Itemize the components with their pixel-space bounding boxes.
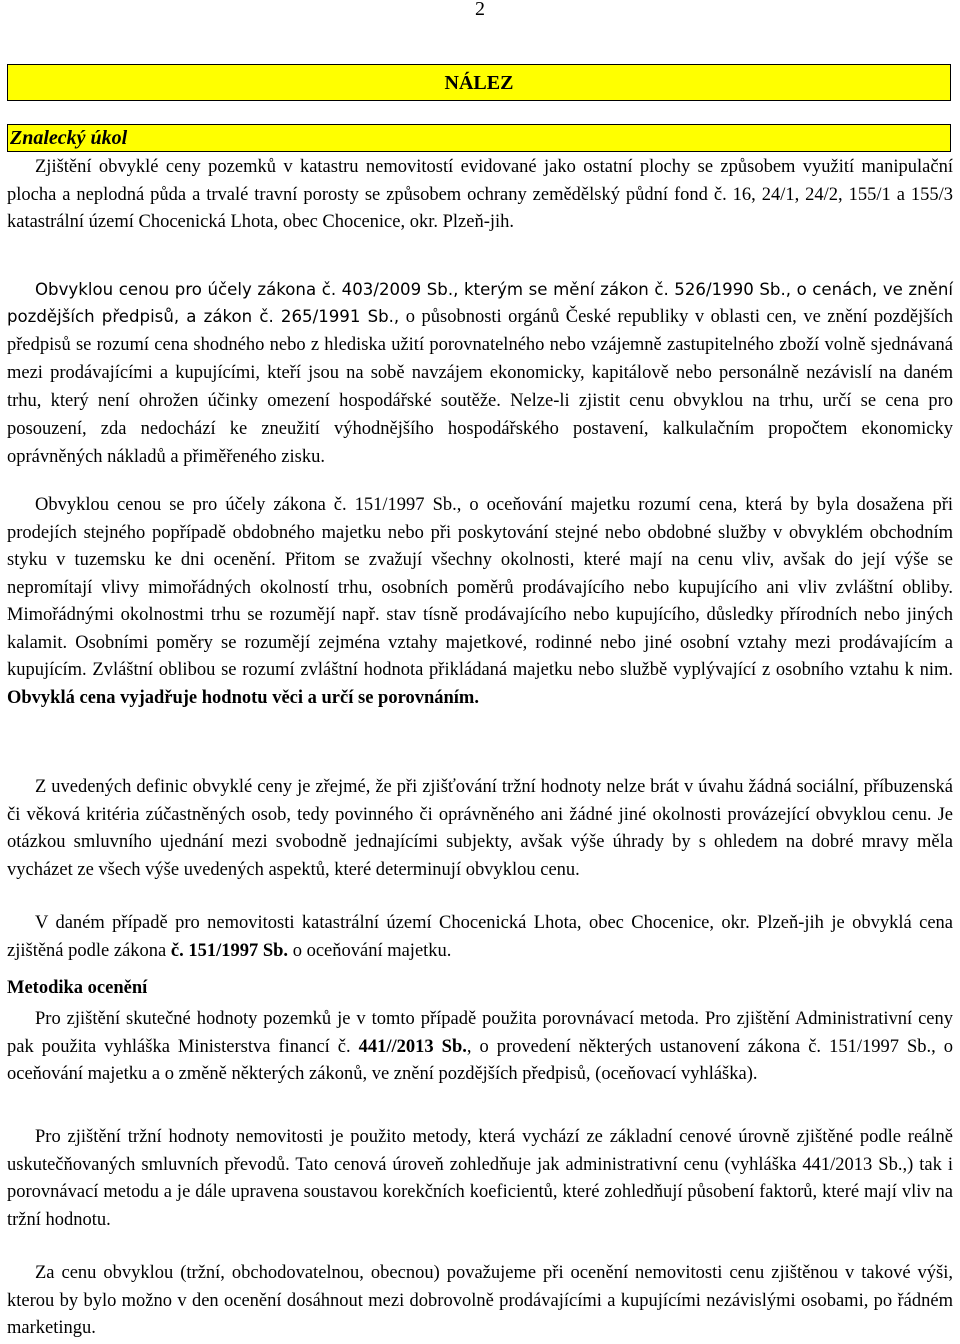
paragraph-7-block: [7, 1260, 953, 1343]
paragraph-4: [7, 910, 953, 965]
paragraph-6: Pro zjištění tržní hodnoty nemovitosti je použito metody, která vychází ze základní cenové úrovně zjištěné podle reálně uskutečňovaných smluvních převodů. Tato cenová úroveň zohledňuje jak administrativní cenu (vyhláška 441/2013 Sb.,) tak i porovnávací metodu a je dále upravena soustavou korekčních koeficientů, které zohledňují působení faktorů, které mají vliv na tržní hodnotu.: [7, 1127, 953, 1230]
paragraph-3-block: [7, 774, 953, 884]
method-block: [7, 1006, 953, 1089]
paragraph-3: Z uvedených definic obvyklé ceny je zřejmé, že při zjišťování tržní hodnoty nelze brát v úvahu žádná sociální, příbuzenská či věková kritéria zúčastněných osob, tedy povinného či oprávněného ani žádné jiné okolnosti provázející obvyklou cenu. Je otázkou smluvního ujednání mezi svobodně jednajícími subjekty, avšak výše úhrady by s ohledem na dobré mravy měla vycházet ze všech výše uvedených aspektů, které determinují obvyklou cenu.: [7, 777, 953, 880]
definition-2-text: Obvyklou cenou se pro účely zákona č. 151/1997 Sb., o oceňování majetku rozumí cena, která by byla dosažena při prodejích stejného popřípadě obdobného majetku nebo při poskytování stejné nebo obdobné služby v obvyklém obchodním styku v tuzemsku ke dni ocenění. Přitom se zvažují všechny okolnosti, které mají na cenu vliv, avšak do její výše se nepromítají vlivy mimořádných okolností trhu, osobních poměrů prodávajícího nebo kupujícího ani vliv zvláštní obliby. Mimořádnými okolnostmi trhu se rozumějí např. stav tísně prodávajícího nebo kupujícího, důsledky přírodních nebo jiných kalamit. Osobními poměry se rozumějí zejména vztahy majetkové, rodinné nebo jiné osobní vztahy mezi prodávajícím a kupujícím. Zvláštní oblibou se rozumí zvláštní hodnota přikládaná majetku nebo službě vyplývající z osobního vztahu k nim.: [7, 495, 953, 680]
paragraph-4-text-end: o oceňování majetku.: [288, 940, 452, 961]
paragraph-7: Za cenu obvyklou (tržní, obchodovatelnou, obecnou) považujeme při ocenění nemovitosti cenu zjištěnou v takové výši, kterou by bylo možno v den ocenění dosáhnout mezi dobrovolně prodávajícími a kupujícími nezávislými osobami, po řádném marketingu.: [7, 1263, 953, 1338]
paragraph-4-block: [7, 910, 953, 965]
paragraph-4-text: V daném případě pro nemovitosti katastrální území Chocenická Lhota, obec Chocenice, okr. Plzeň-jih je obvyklá cena zjištěná podle zákona: [7, 913, 953, 961]
definition-block-1: [7, 276, 953, 471]
method-text-end: , o provedení některých ustanovení zákona č. 151/1997 Sb., o oceňování majetku a o změně některých zákonů, ve znění pozdějších předpisů, (oceňovací vyhláška).: [7, 1036, 953, 1084]
method-heading: Metodika ocenění: [7, 978, 148, 998]
definition-block-2: [7, 492, 953, 712]
page-number: 2: [475, 0, 485, 20]
definition-2-bold: Obvyklá cena vyjadřuje hodnotu věci a určí se porovnáním.: [7, 687, 479, 708]
task-block: [7, 154, 953, 237]
paragraph-6-block: [7, 1124, 953, 1234]
method-text: Pro zjištění skutečné hodnoty pozemků je v tomto případě použita porovnávací metoda. Pro zjištění Administrativní ceny pak použita vyhláška Ministerstva financí č.: [7, 1009, 953, 1057]
method-paragraph: [7, 1006, 953, 1089]
definition-paragraph-2: [7, 492, 953, 712]
method-bold: 441//2013 Sb.: [350, 1036, 467, 1057]
page-title: NÁLEZ: [7, 64, 951, 101]
definition-1-sans-part: Obvyklou cenou pro účely zákona č. 403/2009 Sb., kterým se mění zákon č. 526/1990 Sb., o cenách, ve znění pozdějších předpisů, a zákon č. 265/1991 Sb.,: [7, 280, 953, 326]
task-paragraph: Zjištění obvyklé ceny pozemků v katastru nemovitostí evidované jako ostatní plochy se způsobem využití manipulační plocha a neplodná půda a trvalé travní porosty se způsobem ochrany zemědělský půdní fond č. 16, 24/1, 24/2, 155/1 a 155/3 katastrální území Chocenická Lhota, obec Chocenice, okr. Plzeň-jih.: [7, 157, 953, 232]
definition-paragraph-1: [7, 276, 953, 471]
definition-1-serif-part: o působnosti orgánů České republiky v oblasti cen, ve znění pozdějších předpisů se rozumí cena shodného nebo z hlediska užití porovnatelného nebo vzájemně zastupitelného zboží volně sjednávaná mezi prodávajícími a kupujícími, kteří jsou na sobě navzájem ekonomicky, kapitálově nebo personálně nezávislí na daném trhu, který není ohrožen účinky omezení hospodářské soutěže. Nelze-li zjistit cenu obvyklou na trhu, určí se cena pro posouzení, zda nedochází ke zneužití výhodnějšího hospodářského postavení, kalkulačním propočtem ekonomicky oprávněných nákladů a přiměřeného zisku.: [7, 307, 953, 467]
paragraph-4-bold: č. 151/1997 Sb.: [166, 940, 289, 961]
section-heading-task: Znalecký úkol: [7, 124, 951, 152]
